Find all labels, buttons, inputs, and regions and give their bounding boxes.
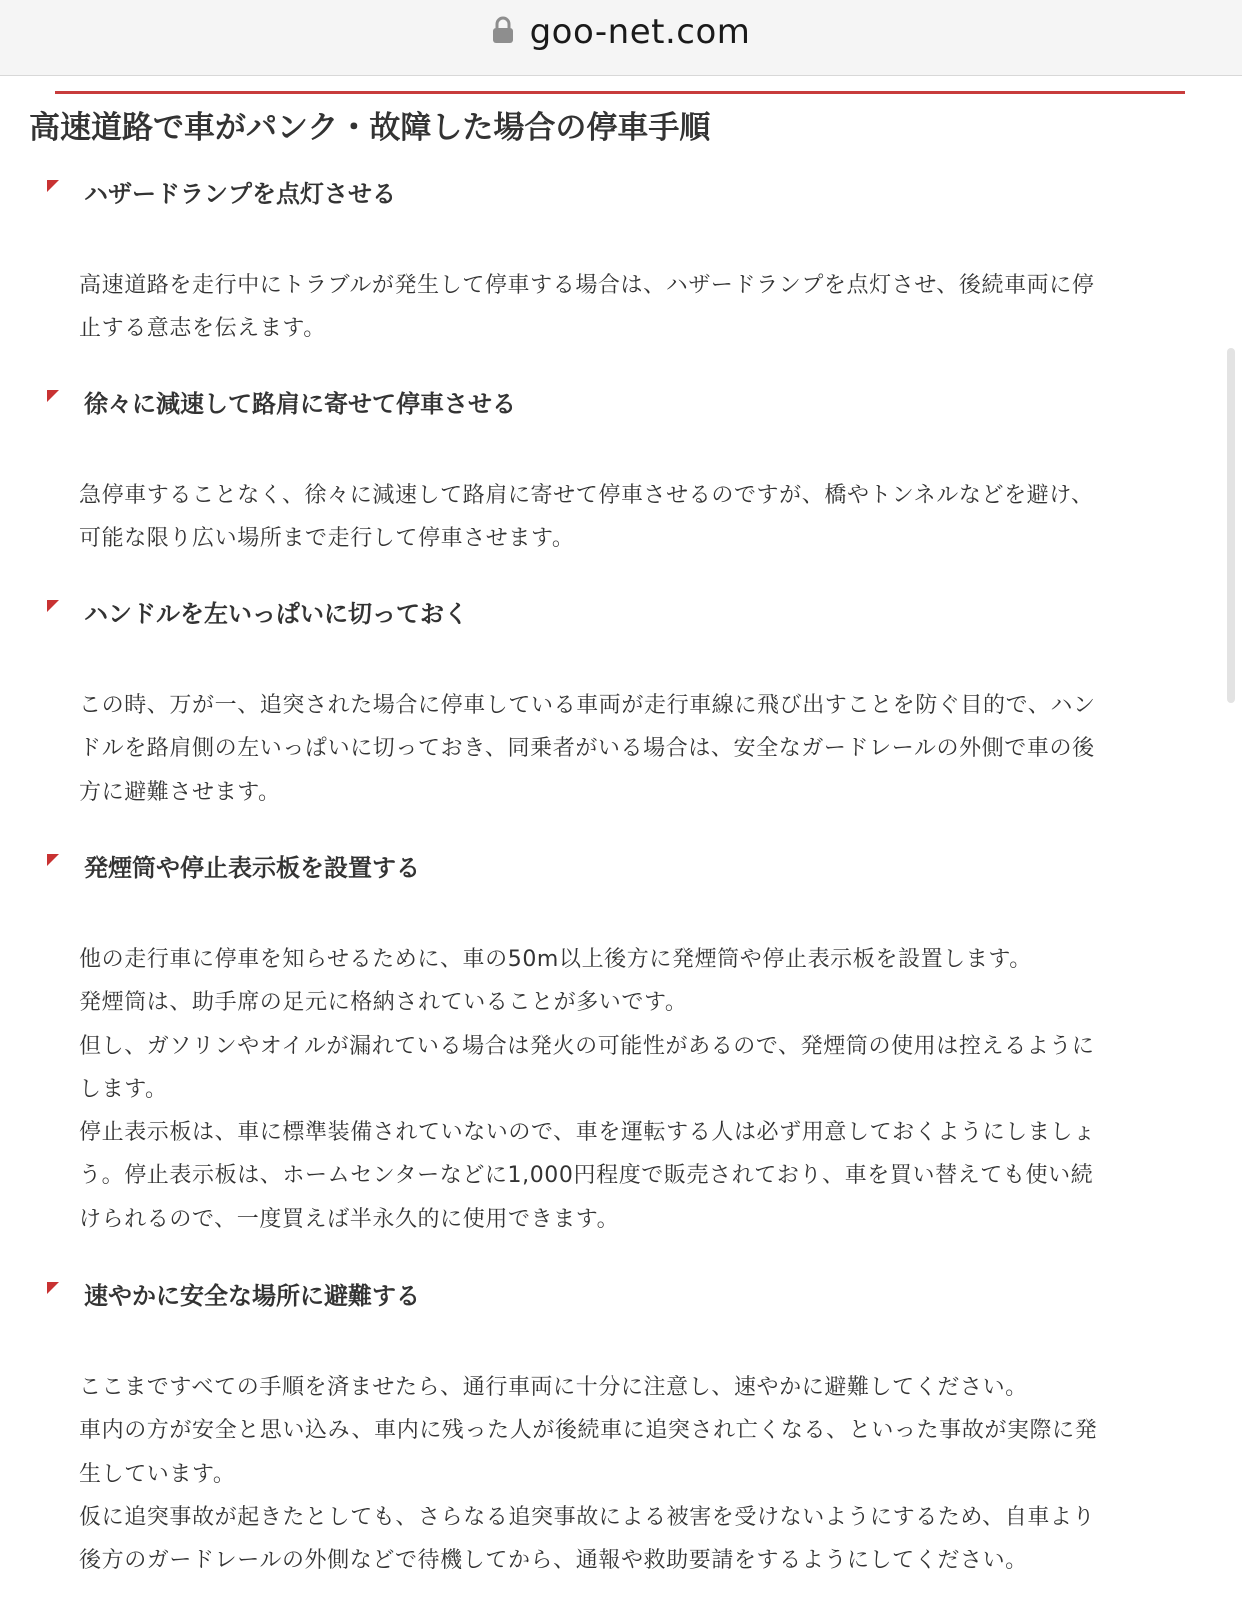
body-line: ドルを路肩側の左いっぱいに切っておき、同乗者がいる場合は、安全なガードレールの外側で車の後 bbox=[79, 736, 1095, 762]
url-text: goo-net.com bbox=[529, 12, 751, 52]
section-marker-icon bbox=[47, 600, 59, 612]
section-marker-icon bbox=[47, 1282, 59, 1294]
body-line: 停止表示板は、車に標準装備されていないので、車を運転する人は必ず用意しておくようにしましょ bbox=[79, 1120, 1096, 1146]
body-line: 車内の方が安全と思い込み、車内に残った人が後続車に追突され亡くなる、といった事故が実際に発 bbox=[79, 1418, 1098, 1444]
body-line: う。停止表示板は、ホームセンターなどに1,000円程度で販売されており、車を買い替えても使い続 bbox=[79, 1163, 1094, 1189]
section-body bbox=[79, 684, 1169, 814]
scrollbar-thumb[interactable] bbox=[1227, 348, 1235, 703]
body-line: 発煙筒は、助手席の足元に格納されていることが多いです。 bbox=[79, 990, 688, 1016]
lock-icon bbox=[492, 16, 514, 44]
body-line: 後方のガードレールの外側などで待機してから、通報や救助要請をするようにしてください。 bbox=[79, 1548, 1028, 1574]
body-line: 仮に追突事故が起きたとしても、さらなる追突事故による被害を受けないようにするため、自車より bbox=[79, 1504, 1096, 1530]
section-body bbox=[79, 264, 1169, 351]
section-heading: 速やかに安全な場所に避難する bbox=[84, 1282, 420, 1310]
body-line: 他の走行車に停車を知らせるために、車の50m以上後方に発煙筒や停止表示板を設置します。 bbox=[79, 947, 1032, 972]
section-heading: ハザードランプを点灯させる bbox=[84, 180, 396, 208]
body-line: けられるので、一度買えば半永久的に使用できます。 bbox=[79, 1206, 620, 1232]
url-display[interactable] bbox=[0, 10, 1242, 54]
section-body bbox=[79, 474, 1169, 561]
section-marker-icon bbox=[47, 180, 59, 192]
section-heading: 発煙筒や停止表示板を設置する bbox=[84, 854, 420, 882]
title-top-rule bbox=[55, 91, 1185, 94]
section-heading: 徐々に減速して路肩に寄せて停車させる bbox=[84, 390, 516, 418]
body-line: 急停車することなく、徐々に減速して路肩に寄せて停車させるのですが、橋やトンネルなどを避け、 bbox=[79, 483, 1094, 508]
body-line: 可能な限り広い場所まで走行して停車させます。 bbox=[79, 526, 575, 552]
body-line: 方に避難させます。 bbox=[79, 779, 281, 805]
page-title: 高速道路で車がパンク・故障した場合の停車手順 bbox=[29, 110, 711, 146]
body-line: 高速道路を走行中にトラブルが発生して停車する場合は、ハザードランプを点灯させ、後続車両に停 bbox=[79, 273, 1095, 298]
body-line: この時、万が一、追突された場合に停車している車両が走行車線に飛び出すことを防ぐ目的で、ハン bbox=[79, 693, 1096, 718]
section-body bbox=[79, 938, 1169, 1241]
browser-url-bar[interactable] bbox=[0, 0, 1242, 76]
body-line: 止する意志を伝えます。 bbox=[79, 316, 326, 342]
section-marker-icon bbox=[47, 854, 59, 866]
section-body bbox=[79, 1366, 1169, 1582]
body-line: 但し、ガソリンやオイルが漏れている場合は発火の可能性があるので、発煙筒の使用は控えるように bbox=[79, 1033, 1095, 1059]
body-line: ここまですべての手順を済ませたら、通行車両に十分に注意し、速やかに避難してください。 bbox=[79, 1375, 1028, 1400]
section-heading: ハンドルを左いっぱいに切っておく bbox=[84, 600, 468, 628]
section-marker-icon bbox=[47, 390, 59, 402]
body-line: します。 bbox=[79, 1076, 168, 1102]
body-line: 生しています。 bbox=[79, 1461, 236, 1487]
